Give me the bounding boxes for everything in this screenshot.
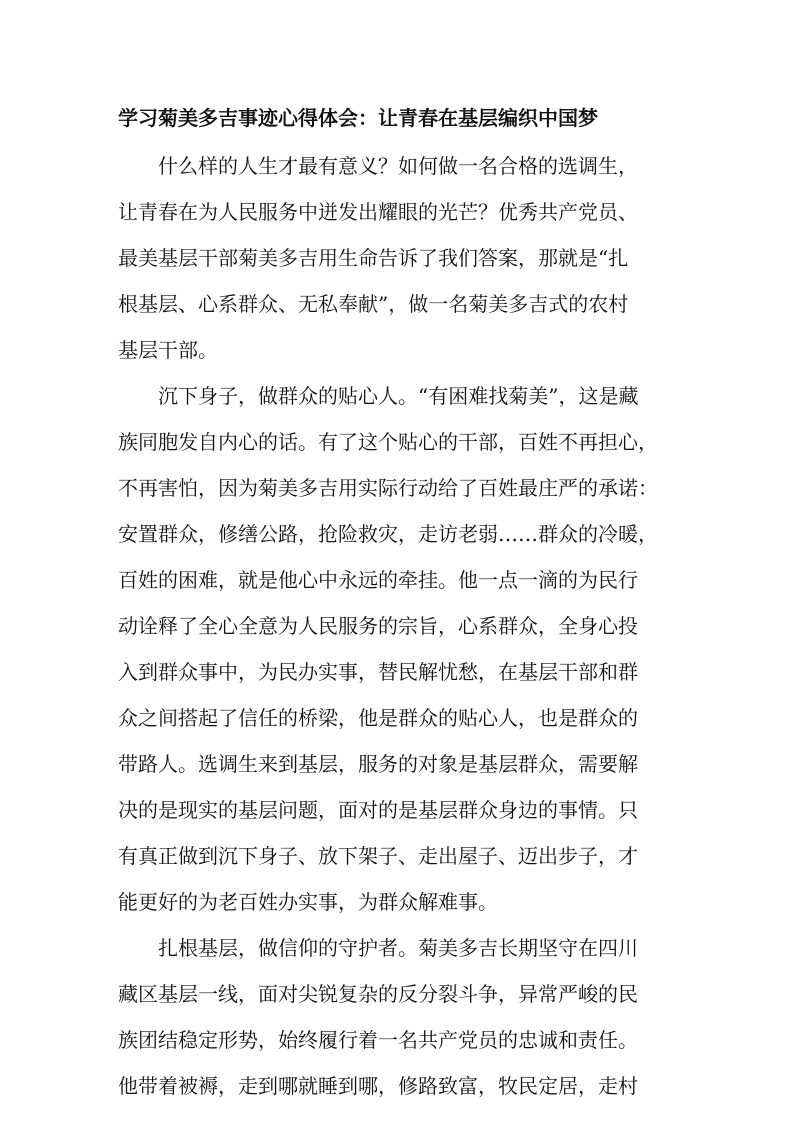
paragraph-2-line-11: 有真正做到沉下身子、放下架子、走出屋子、迈出步子，才 (118, 844, 638, 868)
document-title: 学习菊美多吉事迹心得体会：让青春在基层编织中国梦 (118, 106, 598, 130)
paragraph-3-line-1: 扎根基层，做信仰的守护者。菊美多吉长期坚守在四川 (158, 936, 638, 960)
paragraph-1-line-4: 根基层、心系群众、无私奉献”，做一名菊美多吉式的农村 (118, 292, 629, 316)
paragraph-1-line-2: 让青春在为人民服务中迸发出耀眼的光芒？优秀共产党员、 (118, 200, 638, 224)
paragraph-2-line-12: 能更好的为老百姓办实事，为群众解难事。 (118, 890, 498, 914)
paragraph-2-line-4: 安置群众，修缮公路，抢险救灾，走访老弱……群众的冷暖， (118, 522, 658, 546)
paragraph-2-line-9: 带路人。选调生来到基层，服务的对象是基层群众，需要解 (118, 752, 638, 776)
paragraph-2-line-7: 入到群众事中，为民办实事，替民解忧愁，在基层干部和群 (118, 660, 638, 684)
paragraph-2-line-8: 众之间搭起了信任的桥梁，他是群众的贴心人，也是群众的 (118, 706, 638, 730)
paragraph-2-line-5: 百姓的困难，就是他心中永远的牵挂。他一点一滴的为民行 (118, 568, 638, 592)
paragraph-2-line-10: 决的是现实的基层问题，面对的是基层群众身边的事情。只 (118, 798, 638, 822)
paragraph-1-line-5: 基层干部。 (118, 338, 218, 362)
paragraph-3-line-2: 藏区基层一线，面对尖锐复杂的反分裂斗争，异常严峻的民 (118, 982, 638, 1006)
paragraph-2-line-3: 不再害怕，因为菊美多吉用实际行动给了百姓最庄严的承诺： (118, 476, 658, 500)
paragraph-3-line-4: 他带着被褥，走到哪就睡到哪，修路致富，牧民定居，走村 (118, 1074, 638, 1098)
paragraph-1-line-1: 什么样的人生才最有意义？如何做一名合格的选调生， (158, 154, 638, 178)
paragraph-2-line-2: 族同胞发自内心的话。有了这个贴心的干部，百姓不再担心， (118, 430, 658, 454)
paragraph-3-line-3: 族团结稳定形势，始终履行着一名共产党员的忠诚和责任。 (118, 1028, 638, 1052)
paragraph-2-line-6: 动诠释了全心全意为人民服务的宗旨，心系群众，全身心投 (118, 614, 638, 638)
paragraph-1-line-3: 最美基层干部菊美多吉用生命告诉了我们答案，那就是“扎 (118, 246, 629, 270)
paragraph-2-line-1: 沉下身子，做群众的贴心人。“有困难找菊美”，这是藏 (158, 384, 639, 408)
